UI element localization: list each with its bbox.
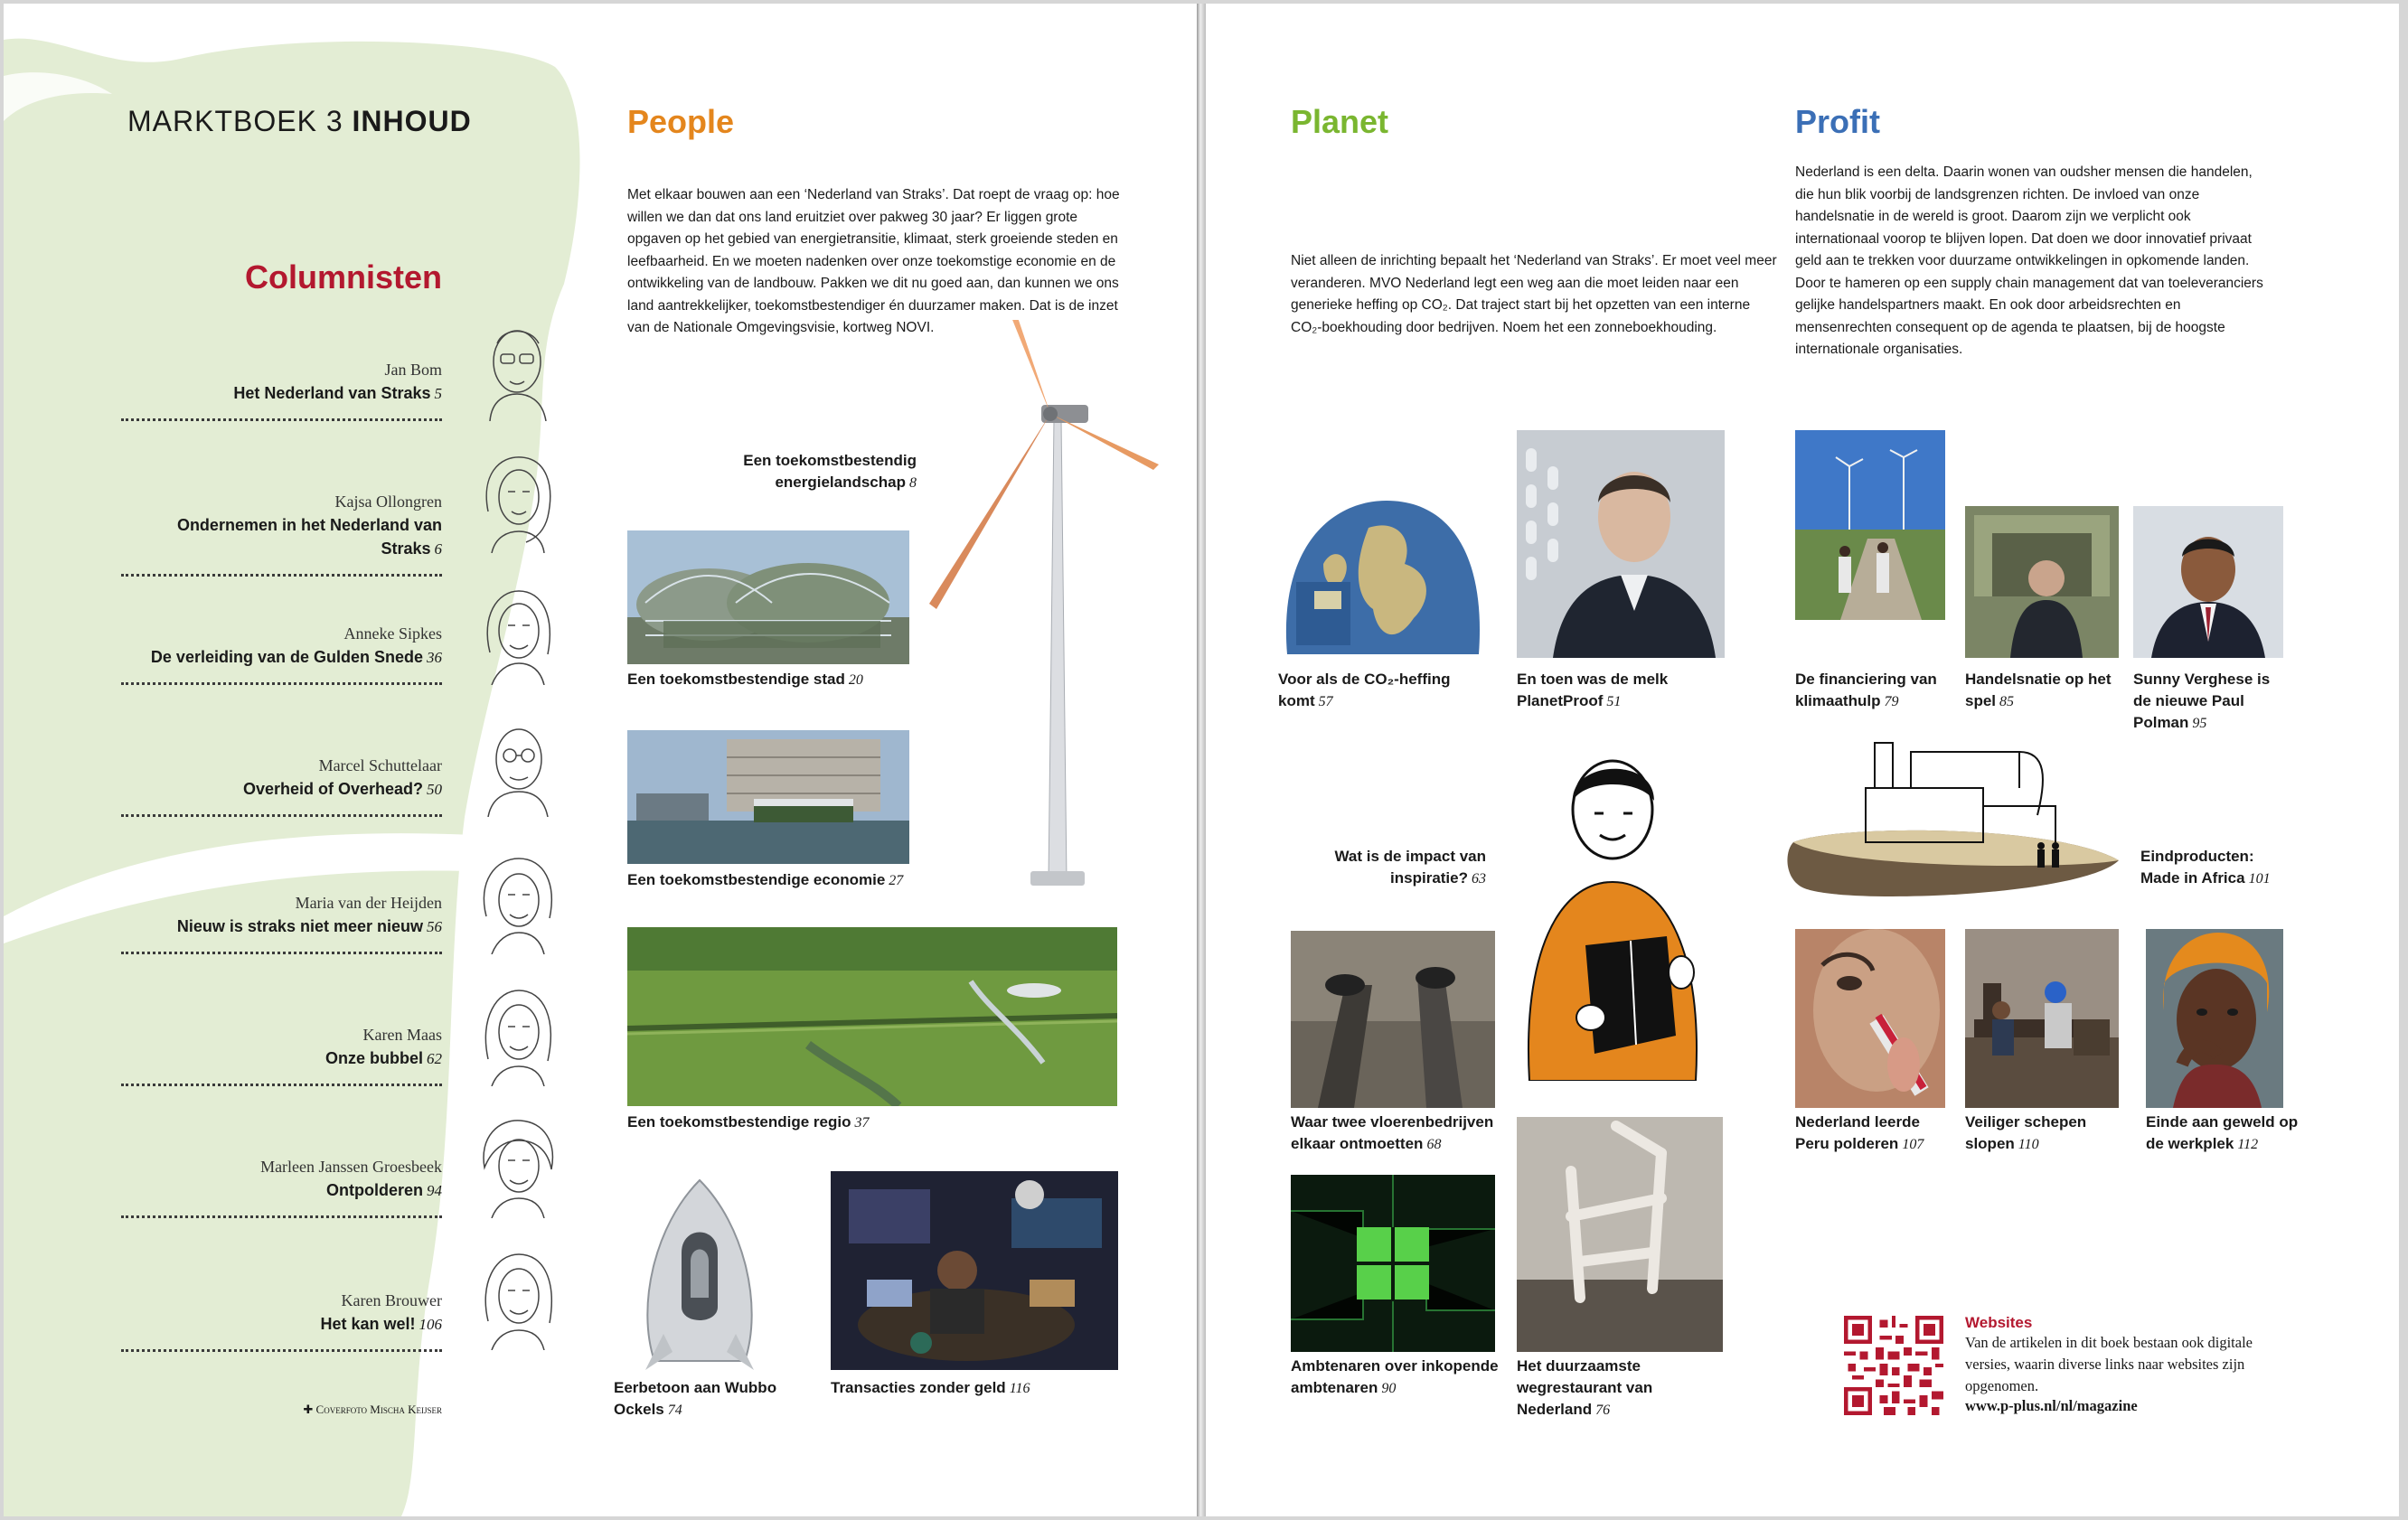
columnist-author: Anneke Sipkes: [343, 624, 442, 643]
item-title: Voor als de CO₂-heffing komt: [1278, 671, 1451, 709]
item-title: Een toekomstbestendig energielandschap: [743, 452, 917, 491]
item-title: Veiliger schepen slopen: [1965, 1113, 2087, 1152]
profit-item-made-in-africa[interactable]: [2140, 846, 2294, 890]
right-page: [1206, 4, 2399, 1516]
planet-item-inspiratie[interactable]: [1278, 846, 1486, 890]
column-title: De verleiding van de Gulden Snede: [150, 648, 423, 666]
photo-future-region[interactable]: [627, 927, 1117, 1106]
column-title: Het kan wel!: [320, 1315, 416, 1333]
page-number: 101: [2248, 871, 2271, 887]
page-number: 107: [1902, 1137, 1924, 1152]
page-number: 51: [1606, 694, 1622, 709]
page-number: 79: [1884, 694, 1899, 709]
item-title: Nederland leerde Peru polderen: [1795, 1113, 1920, 1152]
page-number: 62: [427, 1050, 442, 1067]
people-item-energielandschap[interactable]: [727, 450, 917, 494]
columnist-author: Maria van der Heijden: [295, 894, 442, 912]
profit-item-sunny[interactable]: [2133, 669, 2287, 735]
page-number: 37: [854, 1115, 870, 1131]
photo-planetproof-man[interactable]: [1517, 430, 1725, 658]
column-title: Ontpolderen: [326, 1181, 423, 1199]
item-title: Einde aan geweld op de werkplek: [2146, 1113, 2299, 1152]
column-title: Nieuw is straks niet meer nieuw: [176, 917, 423, 935]
item-title: Eerbetoon aan Wubbo Ockels: [614, 1379, 777, 1418]
page-number: 8: [909, 475, 917, 491]
portrait-sketch: [472, 1245, 562, 1350]
columnist-author: Karen Maas: [362, 1026, 442, 1044]
photo-woman-headscarf[interactable]: [2146, 929, 2283, 1108]
profit-intro: Nederland is een delta. Daarin wonen van oudsher mensen die handelen, die hun blik voorbij de landsgrenzen richten. De invloed van onze handelsnatie in de wereld is groot. Daarom zijn we verplicht ook internationaal voorop te blijven lopen. Dat doen we door innovatief privaat geld aan te trekken voor duurzame ontwikkelingen in opkomende landen. Door te hameren op een supply chain management dat van toeleveranciers gelijke handelspartners maakt. En ook door arbeidsrechten en mensenrechten consequent op de agenda te plaatsen, bij de hoogste internationale organisaties.: [1795, 164, 2263, 357]
item-title: Eindproducten: Made in Africa: [2140, 848, 2254, 887]
photo-globe-dome[interactable]: [1278, 474, 1486, 654]
columnist-entry[interactable]: [121, 754, 442, 817]
wind-turbine-illustration: [917, 320, 1161, 898]
item-title: Het duurzaamste wegrestaurant van Nederland: [1517, 1357, 1653, 1418]
photo-future-city[interactable]: [627, 530, 909, 664]
item-title: Wat is de impact van inspiratie?: [1334, 848, 1486, 887]
profit-item-geweld[interactable]: [2146, 1112, 2300, 1156]
item-title: Waar twee vloerenbedrijven elkaar ontmoetten: [1291, 1113, 1494, 1152]
page-number: 110: [2018, 1137, 2039, 1152]
websites-link[interactable]: www.p-plus.nl/nl/magazine: [1965, 1397, 2138, 1414]
people-item-economie[interactable]: [627, 869, 903, 892]
page-header: [127, 105, 472, 138]
planet-item-ambtenaren[interactable]: [1291, 1356, 1499, 1400]
columnist-author: Karen Brouwer: [341, 1291, 442, 1309]
page-number: 36: [427, 649, 442, 666]
columnist-entry[interactable]: [121, 1023, 442, 1086]
page-number: 76: [1595, 1403, 1611, 1418]
item-title: Sunny Verghese is de nieuwe Paul Polman: [2133, 671, 2271, 731]
page-number: 50: [427, 781, 442, 798]
columnist-entry[interactable]: [121, 1155, 442, 1218]
column-title: Onze bubbel: [325, 1049, 423, 1067]
illustration-solar-boat: [627, 1171, 772, 1377]
photo-windfarm-people[interactable]: [1795, 430, 1945, 620]
people-item-regio[interactable]: [627, 1112, 870, 1134]
item-title: Transacties zonder geld: [831, 1379, 1006, 1396]
photo-shipbreaking-workers[interactable]: [1965, 929, 2119, 1108]
people-item-stad[interactable]: [627, 669, 863, 691]
column-title: Ondernemen in het Nederland van Straks: [176, 516, 442, 558]
photo-white-chair[interactable]: [1517, 1117, 1723, 1352]
page-number: 68: [1426, 1137, 1442, 1152]
profit-item-schepen[interactable]: [1965, 1112, 2119, 1156]
item-title: Een toekomstbestendige stad: [627, 671, 845, 688]
column-title: Overheid of Overhead?: [242, 780, 423, 798]
page-number: 112: [2237, 1137, 2259, 1152]
page-number: 56: [427, 918, 442, 935]
photo-painted-face[interactable]: [1795, 929, 1945, 1108]
photo-sunny-verghese[interactable]: [2133, 506, 2283, 658]
profit-heading: Profit: [1795, 103, 1880, 140]
coverfoto-credit: ✚ Coverfoto Mischa Keijser: [303, 1403, 442, 1416]
planet-heading: Planet: [1291, 103, 1389, 140]
photo-floor-shoes[interactable]: [1291, 931, 1495, 1108]
portrait-sketch: [472, 981, 562, 1086]
columnist-author: Jan Bom: [384, 361, 442, 379]
item-title: Een toekomstbestendige regio: [627, 1113, 851, 1131]
planet-item-wegrestaurant[interactable]: [1517, 1356, 1725, 1421]
page-number: 90: [1381, 1381, 1397, 1396]
qr-code-icon[interactable]: [1844, 1316, 1943, 1415]
portrait-sketch: [472, 1113, 562, 1218]
columnist-entry[interactable]: [121, 490, 442, 577]
photo-handelsnatie-man[interactable]: [1965, 506, 2119, 658]
item-title: Ambtenaren over inkopende ambtenaren: [1291, 1357, 1499, 1396]
profit-item-handelsnatie[interactable]: [1965, 669, 2119, 713]
item-title: Een toekomstbestendige economie: [627, 871, 886, 888]
columnisten-heading: Columnisten: [244, 258, 442, 296]
page-number: 63: [1472, 871, 1486, 887]
columnist-author: Kajsa Ollongren: [334, 493, 442, 511]
columnist-entry[interactable]: [121, 891, 442, 954]
page-number: 116: [1009, 1381, 1030, 1396]
book-gutter: [1197, 4, 1206, 1516]
portrait-sketch: [472, 580, 562, 685]
planet-intro: Niet alleen de inrichting bepaalt het ‘Nederland van Straks’. Er moet veel meer veranderen. MVO Nederland legt een weg aan die moet leiden naar een generieke heffing op CO₂. Dat traject start bij het opzetten van een interne CO₂-boekhouding door bedrijven. Noem het een zonneboekhouding.: [1291, 253, 1777, 335]
columnist-author: Marcel Schuttelaar: [318, 756, 442, 774]
planet-item-co2-heffing[interactable]: [1278, 669, 1486, 713]
photo-green-chip[interactable]: [1291, 1175, 1495, 1352]
columnist-author: Marleen Janssen Groesbeek: [260, 1158, 442, 1176]
photo-transactions[interactable]: [831, 1171, 1118, 1370]
page-number: 94: [427, 1182, 442, 1199]
columnist-entry[interactable]: [121, 358, 442, 421]
columnist-entry[interactable]: [121, 622, 442, 685]
people-item-transacties[interactable]: [831, 1377, 1030, 1400]
page-number: 5: [434, 385, 442, 402]
portrait-sketch: [472, 712, 562, 817]
page-number: 6: [434, 540, 442, 558]
profit-item-peru[interactable]: [1795, 1112, 1949, 1156]
inhoud-label: INHOUD: [352, 105, 472, 137]
people-item-wubbo[interactable]: [614, 1377, 795, 1421]
people-heading: People: [627, 103, 735, 140]
portrait-sketch: [472, 316, 562, 421]
planet-item-vloerenbedrijven[interactable]: [1291, 1112, 1499, 1156]
page-number: 20: [848, 672, 863, 688]
page-number: 85: [1999, 694, 2015, 709]
item-title: De financiering van klimaathulp: [1795, 671, 1937, 709]
planet-item-planetproof[interactable]: [1517, 669, 1725, 713]
marktboek-label: MARKTBOEK 3: [127, 105, 343, 137]
page-number: 106: [419, 1316, 442, 1333]
page-number: 95: [2192, 716, 2207, 731]
people-intro: Met elkaar bouwen aan een ‘Nederland van Straks’. Dat roept de vraag op: hoe willen we dan dat ons land eruitziet over pakweg 30 jaar? Er liggen grote opgaven op het gebied van energietransitie, klimaat, sterk groeiende steden en leefbaarheid. En we moeten nadenken over onze toekomstige economie en de ontwikkeling van de landbouw. Pakken we dit nu goed aan, dan kunnen we ons land aantrekkelijker, toekomstbestendiger én duurzamer maken. Dat is de inzet van de Nationale Omgevingsvisie, kortweg NOVI.: [627, 187, 1120, 335]
websites-heading: Websites: [1965, 1314, 2033, 1331]
websites-block: [1965, 1314, 2290, 1415]
websites-text: Van de artikelen in dit boek bestaan ook digitale versies, waarin diverse links naar websites zijn opgenomen.: [1965, 1334, 2253, 1394]
left-page: [4, 4, 1197, 1516]
portrait-sketch: [472, 849, 562, 954]
page-number: 74: [667, 1403, 682, 1418]
columnist-entry[interactable]: [121, 1289, 442, 1352]
column-title: Het Nederland van Straks: [233, 384, 431, 402]
photo-future-economy[interactable]: [627, 730, 909, 864]
item-title: Handelsnatie op het spel: [1965, 671, 2112, 709]
page-number: 57: [1318, 694, 1333, 709]
portrait-sketch: [472, 448, 562, 553]
illustration-factory-island: [1784, 734, 2128, 905]
illustration-reading-man: [1522, 746, 1703, 1081]
page-number: 27: [889, 873, 904, 888]
item-title: En toen was de melk PlanetProof: [1517, 671, 1669, 709]
profit-item-klimaathulp[interactable]: [1795, 669, 1949, 713]
